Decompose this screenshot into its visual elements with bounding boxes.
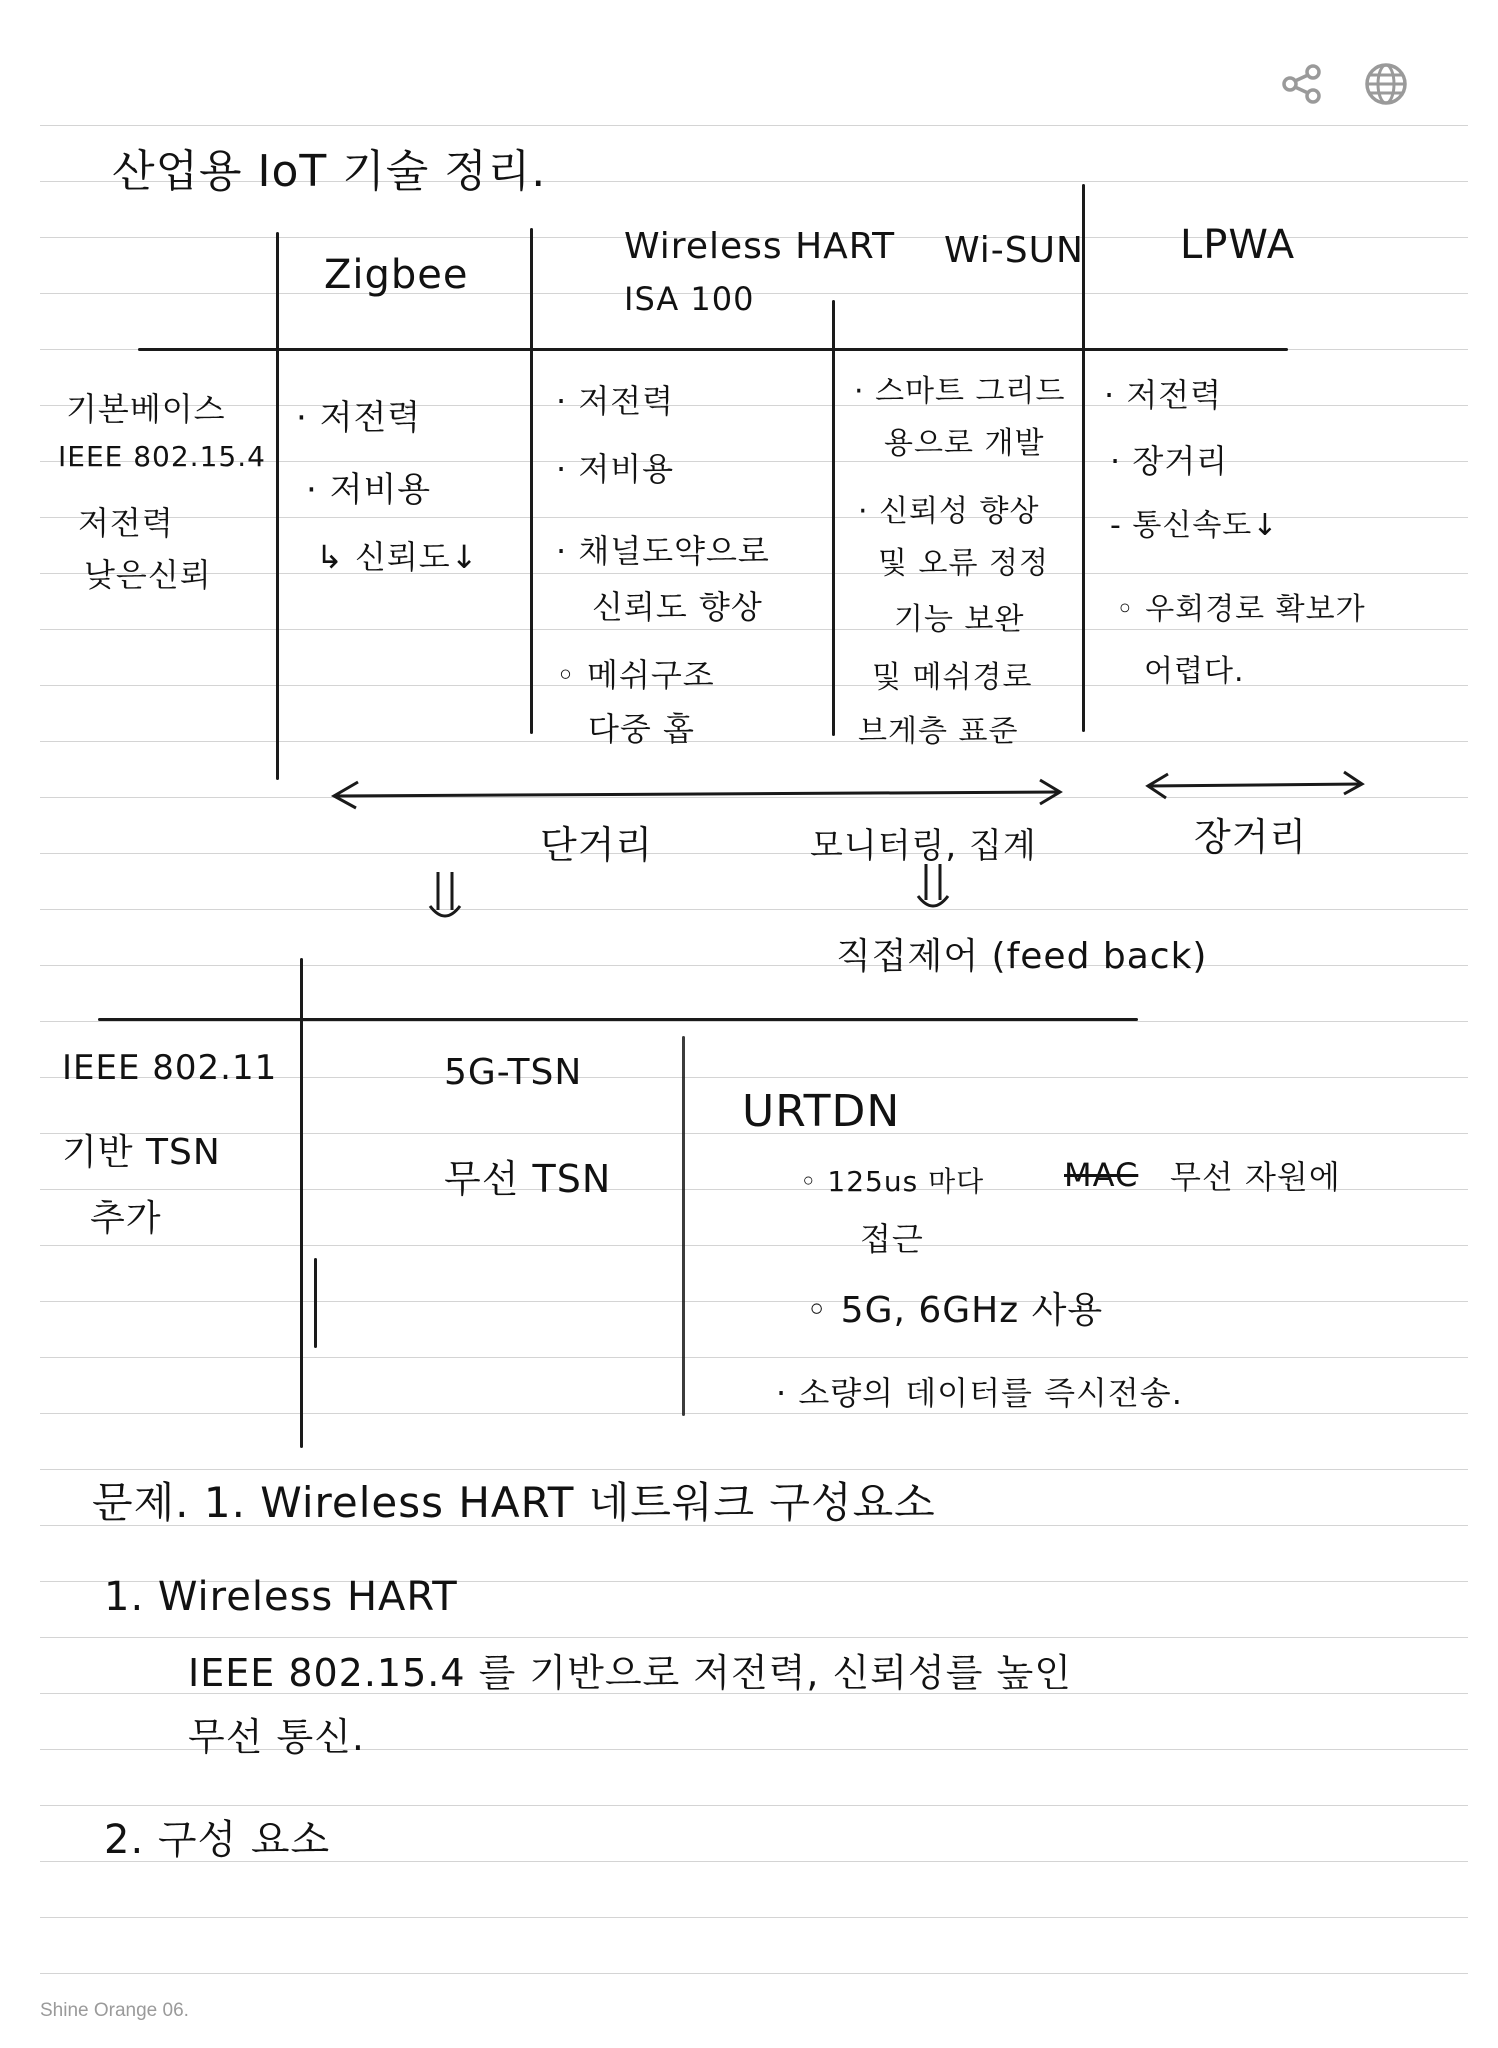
tsn-col1-item: 5G-TSN: [444, 1052, 583, 1093]
ruled-line: [40, 1413, 1468, 1414]
tsn-row-label: 추가: [90, 1198, 162, 1239]
row-label-line-4: 낮은신뢰: [84, 556, 212, 594]
ruled-line: [40, 741, 1468, 742]
item2-title: 2. 구성 요소: [104, 1817, 331, 1863]
urtdn-item: ◦ 125us 마다: [800, 1165, 985, 1198]
share-icon[interactable]: [1276, 58, 1328, 110]
tsn-row-label: 기반 TSN: [62, 1132, 221, 1173]
row-label-line-3: 저전력: [78, 504, 174, 542]
whart-item: · 저전력: [556, 382, 675, 420]
globe-icon[interactable]: [1360, 58, 1412, 110]
item1-line2: 무선 통신.: [188, 1715, 365, 1759]
direct-control-label: 직접제어 (feed back): [836, 936, 1208, 977]
header-wireless-hart: Wireless HART: [624, 226, 896, 267]
ruled-line: [40, 125, 1468, 126]
ruled-line: [40, 1301, 1468, 1302]
wisun-item: 및 오류 정정: [878, 546, 1049, 581]
note-title: 산업용 IoT 기술 정리.: [112, 146, 547, 197]
urtdn-item: ◦ 5G, 6GHz 사용: [806, 1290, 1104, 1331]
whart-item: ◦ 메쉬구조: [556, 656, 715, 694]
wisun-item: 및 메쉬경로: [872, 660, 1033, 695]
short-range-label: 단거리: [540, 823, 654, 867]
row-label-line-2: IEEE 802.15.4: [58, 440, 266, 473]
row-label-line-1: 기본베이스: [66, 390, 226, 428]
range-arrows: [0, 760, 1498, 1020]
zigbee-item: ↳ 신뢰도↓: [316, 538, 479, 576]
wisun-item: · 신뢰성 향상: [858, 494, 1040, 529]
tsn-col1-item: 무선 TSN: [444, 1157, 612, 1201]
header-zigbee: Zigbee: [324, 252, 469, 298]
ruled-line: [40, 685, 1468, 686]
urtdn-item: 접근: [860, 1220, 924, 1258]
ruled-line: [40, 1357, 1468, 1358]
wisun-item: 용으로 개발: [884, 426, 1045, 461]
lpwa-item: · 장거리: [1110, 442, 1229, 480]
wisun-item: · 스마트 그리드: [854, 374, 1066, 409]
monitoring-label: 모니터링, 집계: [810, 826, 1037, 866]
problem-heading: 문제. 1. Wireless HART 네트워크 구성요소: [92, 1478, 936, 1527]
lpwa-item: 어렵다.: [1144, 654, 1245, 689]
lpwa-item: ◦ 우회경로 확보가: [1116, 592, 1366, 627]
header-wisun: Wi-SUN: [944, 230, 1084, 271]
ruled-line: [40, 1637, 1468, 1638]
template-name: Shine Orange 06.: [40, 2000, 189, 2021]
ruled-line: [40, 1973, 1468, 1974]
whart-item: 다중 홉: [588, 710, 695, 748]
wisun-item: 기능 보완: [894, 602, 1025, 637]
ruled-line: [40, 405, 1468, 406]
urtdn-title: URTDN: [742, 1086, 901, 1137]
lpwa-item: · 저전력: [1104, 376, 1223, 414]
urtdn-item: · 소량의 데이터를 즉시전송.: [776, 1374, 1183, 1412]
zigbee-item: · 저비용: [306, 470, 432, 510]
item1-line1: IEEE 802.15.4 를 기반으로 저전력, 신뢰성를 높인: [188, 1651, 1072, 1695]
item1-title: 1. Wireless HART: [104, 1574, 458, 1620]
wisun-item: 브게층 표준: [858, 714, 1019, 749]
urtdn-item-struck: MAC: [1064, 1156, 1139, 1194]
urtdn-item: 무선 자원에: [1170, 1158, 1341, 1196]
whart-item: · 채널도약으로: [556, 532, 770, 570]
ruled-line: [40, 1917, 1468, 1918]
ruled-line: [40, 1021, 1468, 1022]
ruled-line: [40, 573, 1468, 574]
ruled-line: [40, 629, 1468, 630]
ruled-line: [40, 1245, 1468, 1246]
lpwa-item: - 통신속도↓: [1110, 508, 1279, 543]
long-range-label: 장거리: [1194, 815, 1308, 859]
zigbee-item: · 저전력: [296, 398, 422, 438]
header-isa100: ISA 100: [624, 280, 755, 318]
header-lpwa: LPWA: [1180, 222, 1296, 268]
whart-item: 신뢰도 향상: [592, 588, 763, 626]
whart-item: · 저비용: [556, 450, 675, 488]
ruled-line: [40, 1805, 1468, 1806]
tsn-row-label: IEEE 802.11: [62, 1048, 278, 1088]
